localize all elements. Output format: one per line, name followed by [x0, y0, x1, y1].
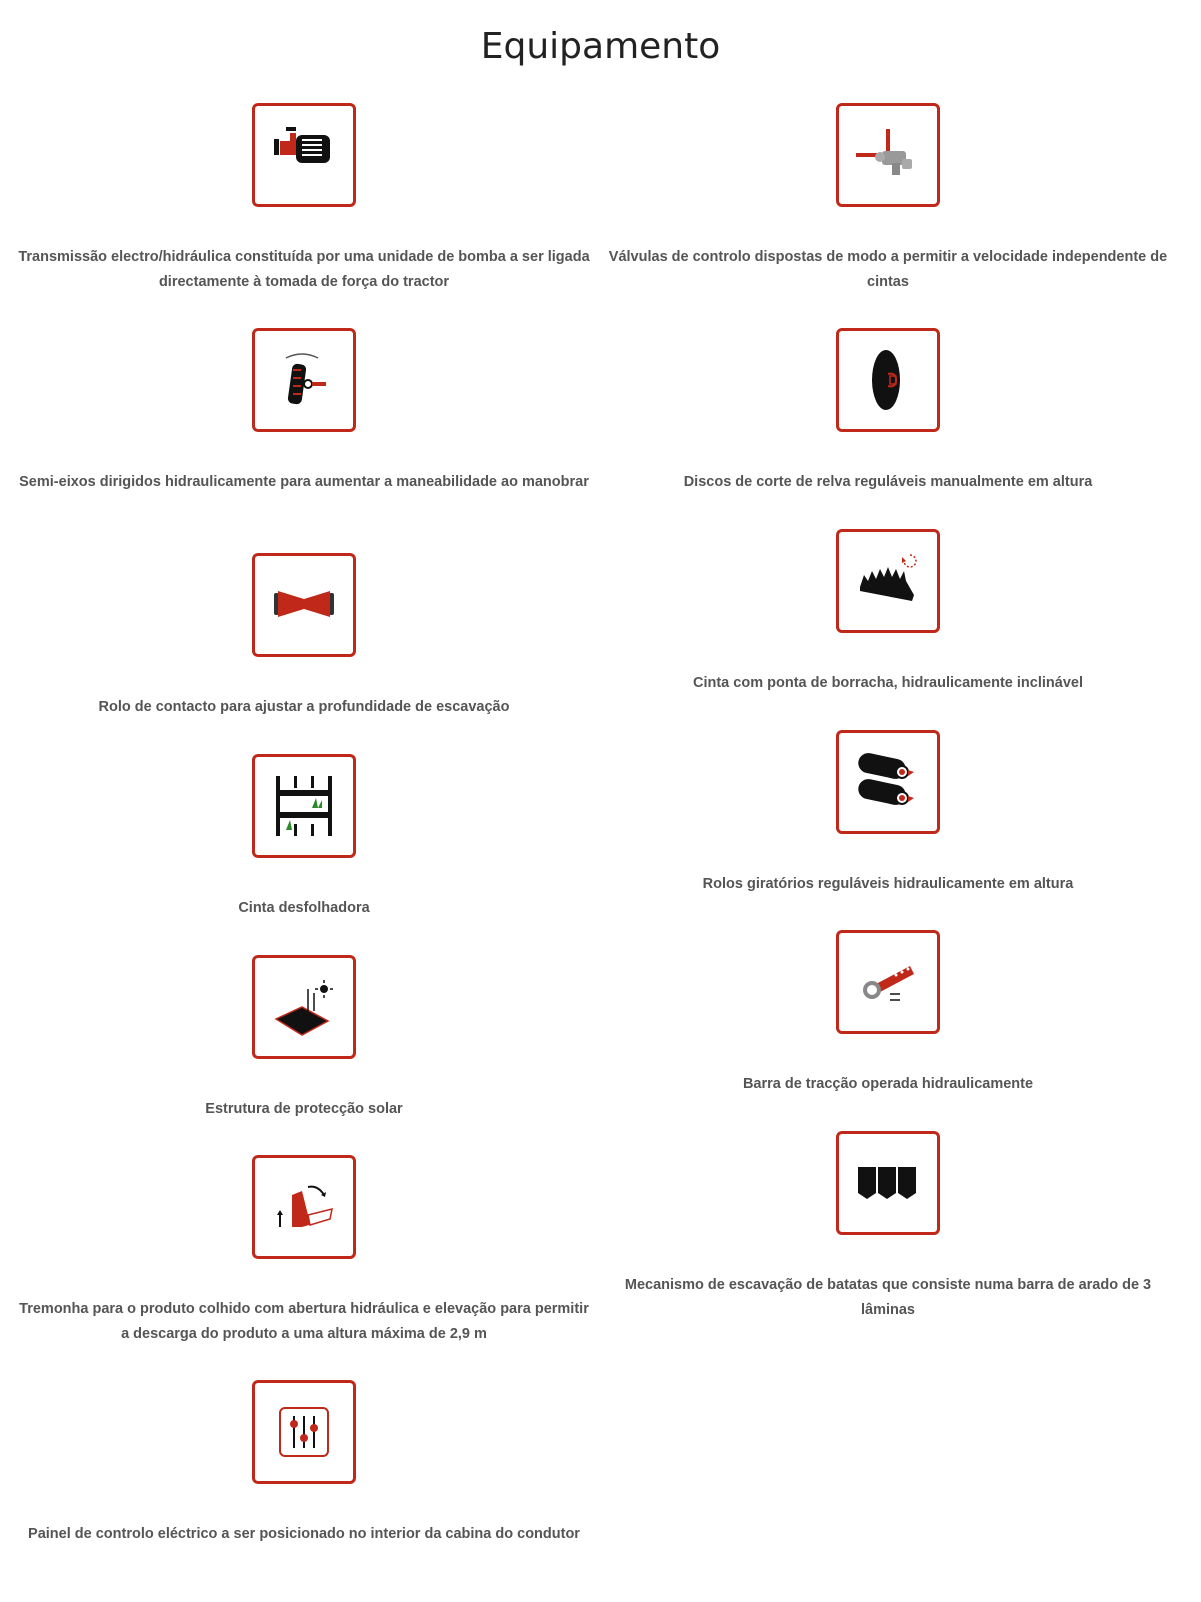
haulm-belt-icon: [252, 754, 356, 858]
pump-motor-icon: [252, 103, 356, 207]
control-panel-icon: [252, 1380, 356, 1484]
cutting-disc-icon: [836, 328, 940, 432]
equipment-description: Rolo de contacto para ajustar a profundidade de escavação: [98, 699, 510, 715]
equipment-item: [14, 955, 594, 1122]
equipment-description: Mecanismo de escavação de batatas que consiste numa barra de arado de 3 lâminas: [624, 1277, 1152, 1318]
rubber-belt-icon: [836, 529, 940, 633]
page-title: Equipamento: [480, 26, 721, 67]
sun-protection-icon: [252, 955, 356, 1059]
contact-roller-icon: [252, 553, 356, 657]
equipment-description: Painel de controlo eléctrico a ser posicionado no interior da cabina do condutor: [28, 1526, 580, 1542]
equipment-item: [14, 754, 594, 921]
equipment-description: Discos de corte de relva reguláveis manualmente em altura: [683, 474, 1093, 490]
digging-blades-icon: [836, 1131, 940, 1235]
equipment-item: [598, 529, 1178, 696]
equipment-item: [598, 1131, 1178, 1323]
steering-axle-icon: [252, 328, 356, 432]
equipment-description: Semi-eixos dirigidos hidraulicamente para aumentar a maneabilidade ao manobrar: [19, 474, 589, 490]
equipment-item: [14, 1380, 594, 1547]
equipment-item: [598, 730, 1178, 897]
equipment-description: Cinta desfolhadora: [238, 900, 370, 916]
equipment-item: [14, 1155, 594, 1347]
equipment-description: Tremonha para o produto colhido com abertura hidráulica e elevação para permitir a descarga do produto a uma altura máxima de 2,9 m: [19, 1301, 589, 1342]
control-valve-icon: [836, 103, 940, 207]
equipment-item: [598, 930, 1178, 1097]
equipment-description: Barra de tracção operada hidraulicamente: [742, 1076, 1034, 1092]
equipment-description: Cinta com ponta de borracha, hidraulicamente inclinável: [693, 675, 1083, 691]
equipment-description: Válvulas de controlo dispostas de modo a permitir a velocidade independente de cintas: [608, 249, 1168, 290]
equipment-item: [14, 103, 594, 295]
hopper-icon: [252, 1155, 356, 1259]
equipment-description: Estrutura de protecção solar: [205, 1101, 403, 1117]
equipment-item: [14, 328, 594, 495]
drawbar-icon: [836, 930, 940, 1034]
equipment-description: Rolos giratórios reguláveis hidraulicamente em altura: [702, 876, 1074, 892]
equipment-item: [14, 553, 594, 720]
equipment-item: [598, 103, 1178, 295]
rotating-rollers-icon: [836, 730, 940, 834]
equipment-item: [598, 328, 1178, 495]
equipment-description: Transmissão electro/hidráulica constituída por uma unidade de bomba a ser ligada directamente à tomada de força do tractor: [18, 249, 590, 290]
